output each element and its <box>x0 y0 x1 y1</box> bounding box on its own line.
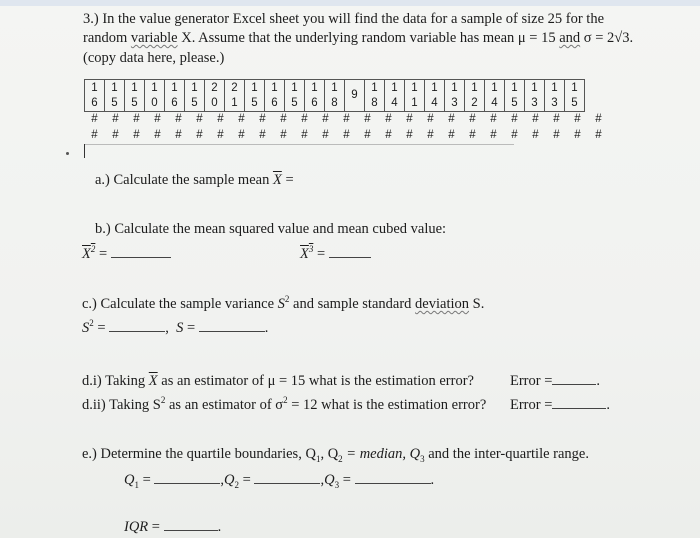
data-cell-digit: 9 <box>351 89 358 101</box>
q3-label: Q <box>324 472 335 488</box>
data-cell-digit-bottom: 5 <box>191 96 198 109</box>
q2-answer-blank[interactable] <box>254 482 320 484</box>
hash-cell[interactable]: # <box>427 129 434 141</box>
deviation-word: deviation <box>415 296 470 312</box>
s2-label: S <box>82 320 90 336</box>
data-cell-digit-top: 1 <box>531 81 538 94</box>
intro-and-word: and <box>559 30 581 46</box>
data-cell-digit-bottom: 5 <box>111 96 118 109</box>
part-d1-xbar: $\overline{X}$ <box>148 373 158 389</box>
hash-cell[interactable]: # <box>448 113 455 125</box>
data-cell-digit-bottom: 4 <box>391 96 398 109</box>
hash-cell[interactable]: # <box>238 129 245 141</box>
iqr-eq: = <box>148 519 160 535</box>
part-e-d: and the inter-quartile range. <box>424 446 589 462</box>
part-c-s: S <box>277 296 285 312</box>
hash-cell[interactable]: # <box>112 113 119 125</box>
hash-cell[interactable]: # <box>385 129 392 141</box>
hash-cell[interactable]: # <box>532 129 539 141</box>
intro-line-3: (copy data here, please.) <box>83 50 225 66</box>
hash-cell[interactable]: # <box>385 113 392 125</box>
intro-variable-word: variable <box>130 30 178 46</box>
part-d2-a: d.ii) Taking S <box>82 397 161 413</box>
data-cell-digit-top: 1 <box>411 81 418 94</box>
hash-cell[interactable]: # <box>259 129 266 141</box>
intro-line2-c: σ = 2√3. <box>580 30 634 46</box>
q2-eq: = <box>239 472 251 488</box>
part-e-sub2: 2 <box>338 453 343 464</box>
hash-cell[interactable]: # <box>133 113 140 125</box>
data-cell-digit-bottom: 6 <box>171 96 178 109</box>
data-cell[interactable] <box>505 80 525 112</box>
data-cell-digit-bottom: 6 <box>271 96 278 109</box>
part-c-s-exp: 2 <box>284 294 290 305</box>
part-e-a: e.) Determine the quartile boundaries, Q <box>82 446 316 462</box>
iqr-label: IQR <box>124 519 149 535</box>
x2-answer-blank[interactable] <box>111 256 171 258</box>
hash-cell[interactable]: # <box>511 113 518 125</box>
hash-cell[interactable]: # <box>469 113 476 125</box>
hash-cell[interactable]: # <box>154 129 161 141</box>
part-d1 <box>82 373 474 390</box>
part-d2-exp: 2 <box>160 395 166 406</box>
part-d2 <box>82 397 486 414</box>
part-c-a: c.) Calculate the sample variance <box>82 296 278 312</box>
intro-line-1: 3.) In the value generator Excel sheet you will find the data for a sample of size 25 for the <box>83 11 605 27</box>
part-e-text <box>82 446 589 463</box>
data-cell-digit-bottom: 6 <box>91 96 98 109</box>
part-b-text: b.) Calculate the mean squared value and mean cubed value: <box>95 221 447 237</box>
part-c-text <box>82 296 484 313</box>
part-e-quartiles: $Q_1 = ,Q_2 = ,Q_3$ = . <box>124 472 435 490</box>
hash-cell[interactable]: # <box>91 129 98 141</box>
s-eq: = <box>183 320 196 336</box>
text-cursor <box>84 144 85 158</box>
s-label: S <box>176 320 184 336</box>
data-cell[interactable] <box>125 80 145 112</box>
hash-cell[interactable]: # <box>343 113 350 125</box>
q3-sub: 3 <box>334 479 340 490</box>
hash-cell[interactable]: # <box>343 129 350 141</box>
data-cell[interactable] <box>185 80 205 112</box>
hash-cell[interactable]: # <box>511 129 518 141</box>
part-d1-error: Error = . <box>510 373 601 389</box>
data-cell-digit-top: 1 <box>331 81 338 94</box>
d1-error-blank[interactable] <box>552 383 596 385</box>
data-cell-digit-top: 2 <box>231 81 238 94</box>
part-d2-exp2: 2 <box>283 395 288 406</box>
data-cell[interactable] <box>425 80 445 112</box>
hash-cell[interactable]: # <box>301 113 308 125</box>
data-cell-digit-top: 1 <box>151 81 158 94</box>
xbar-symbol: $\overline{X}$ <box>272 172 282 188</box>
hash-cell[interactable]: # <box>133 129 140 141</box>
data-cell[interactable] <box>465 80 485 112</box>
hash-cell[interactable]: # <box>175 129 182 141</box>
data-cell[interactable] <box>525 80 545 112</box>
data-cell-digit-top: 1 <box>451 81 458 94</box>
data-cell-digit-bottom: 5 <box>511 96 518 109</box>
data-cell[interactable] <box>265 80 285 112</box>
data-cell[interactable] <box>385 80 405 112</box>
s2-answer-blank[interactable] <box>109 330 165 332</box>
data-cell[interactable] <box>345 80 365 112</box>
data-cell-digit-top: 1 <box>491 81 498 94</box>
data-cell-digit-top: 1 <box>191 81 198 94</box>
data-cell-digit-bottom: 3 <box>531 96 538 109</box>
q2-label: Q <box>224 472 235 488</box>
data-table <box>84 79 585 112</box>
part-e-c: = median, Q <box>342 446 421 462</box>
part-e-sub1: 1 <box>315 453 321 464</box>
data-cell[interactable] <box>85 80 105 112</box>
data-cell-digit-top: 1 <box>311 81 318 94</box>
part-a-text: a.) Calculate the sample mean <box>95 172 273 188</box>
data-cell-digit-bottom: 0 <box>211 96 218 109</box>
data-cell-digit-bottom: 8 <box>331 96 338 109</box>
hash-cell[interactable]: # <box>259 113 266 125</box>
x3-base: X <box>300 246 309 262</box>
hash-cell[interactable]: # <box>406 113 413 125</box>
hash-cell[interactable]: # <box>490 113 497 125</box>
hash-cell[interactable]: # <box>217 129 224 141</box>
hash-cell[interactable]: # <box>175 113 182 125</box>
data-row <box>85 80 585 112</box>
hash-cell[interactable]: # <box>196 113 203 125</box>
part-e-b: , Q <box>320 446 339 462</box>
data-cell-digit-top: 1 <box>471 81 478 94</box>
data-cell-digit-top: 2 <box>211 81 218 94</box>
data-cell-digit-bottom: 0 <box>151 96 158 109</box>
data-cell-digit-bottom: 1 <box>231 96 238 109</box>
hash-cell[interactable]: # <box>427 113 434 125</box>
hash-cell[interactable]: # <box>574 129 581 141</box>
hash-cell[interactable]: # <box>553 129 560 141</box>
top-strip <box>0 0 700 6</box>
part-d1-b: as an estimator of μ = 15 what is the estimation error? <box>157 373 474 389</box>
data-cell-digit-top: 1 <box>111 81 118 94</box>
hash-cell[interactable]: # <box>280 129 287 141</box>
q1-eq: = <box>138 472 151 488</box>
x3-eq: = <box>313 246 326 262</box>
part-a-eq: = <box>281 172 294 188</box>
hash-cell[interactable]: # <box>217 113 224 125</box>
q1-answer-blank[interactable] <box>154 482 220 484</box>
data-cell-digit-top: 1 <box>131 81 138 94</box>
data-cell-digit-bottom: 5 <box>571 96 578 109</box>
iqr-answer-blank[interactable] <box>164 529 218 531</box>
part-d2-error: Error = . <box>510 397 611 413</box>
data-cell-digit-top: 1 <box>271 81 278 94</box>
hash-cell[interactable]: # <box>364 129 371 141</box>
part-b-x2 <box>82 246 171 263</box>
data-cell[interactable] <box>285 80 305 112</box>
data-cell-digit-top: 1 <box>391 81 398 94</box>
data-cell-digit-bottom: 5 <box>131 96 138 109</box>
data-cell-digit-top: 1 <box>511 81 518 94</box>
hash-cell[interactable]: # <box>406 129 413 141</box>
data-cell[interactable] <box>565 80 585 112</box>
x2-eq: = <box>95 246 108 262</box>
hash-cell[interactable]: # <box>238 113 245 125</box>
data-cell[interactable] <box>105 80 125 112</box>
hash-row-1 <box>84 113 609 125</box>
hash-cell[interactable]: # <box>595 129 602 141</box>
hash-cell[interactable]: # <box>91 113 98 125</box>
q3-answer-blank[interactable] <box>355 482 431 484</box>
data-cell[interactable] <box>365 80 385 112</box>
data-cell-digit-top: 1 <box>551 81 558 94</box>
hash-cell[interactable]: # <box>364 113 371 125</box>
data-cell-digit-bottom: 3 <box>451 96 458 109</box>
data-cell[interactable] <box>225 80 245 112</box>
data-cell-digit-bottom: 5 <box>251 96 258 109</box>
data-cell[interactable] <box>445 80 465 112</box>
part-d1-error-label: Error = <box>510 373 553 389</box>
data-cell[interactable] <box>405 80 425 112</box>
x2-exp: 2 <box>90 244 96 255</box>
hash-cell[interactable]: # <box>112 129 119 141</box>
hash-cell[interactable]: # <box>196 129 203 141</box>
q3-eq: = <box>339 472 351 488</box>
part-d2-b: as an estimator of σ <box>165 397 284 413</box>
hash-cell[interactable]: # <box>490 129 497 141</box>
data-cell[interactable] <box>485 80 505 112</box>
hash-cell[interactable]: # <box>322 129 329 141</box>
part-e-iqr: IQR = . <box>124 519 222 535</box>
data-cell-digit-bottom: 4 <box>431 96 438 109</box>
data-cell-digit-bottom: 2 <box>471 96 478 109</box>
hash-cell[interactable]: # <box>448 129 455 141</box>
part-d2-c: = 12 what is the estimation error? <box>287 397 487 413</box>
data-cell[interactable] <box>245 80 265 112</box>
intro-line-2 <box>83 30 633 47</box>
hash-cell[interactable]: # <box>553 113 560 125</box>
x3-label <box>300 246 313 262</box>
hash-cell[interactable]: # <box>322 113 329 125</box>
part-d1-a: d.i) Taking <box>82 373 149 389</box>
data-cell-digit-bottom: 6 <box>311 96 318 109</box>
s-answer-blank[interactable] <box>199 330 265 332</box>
data-cell-digit-bottom: 8 <box>371 96 378 109</box>
data-cell-digit-top: 1 <box>251 81 258 94</box>
x2-base: X <box>82 246 91 262</box>
x3-exp: 3 <box>308 244 314 255</box>
hash-cell[interactable]: # <box>574 113 581 125</box>
q1-label: Q <box>124 472 135 488</box>
data-cell[interactable] <box>305 80 325 112</box>
data-cell[interactable] <box>205 80 225 112</box>
x2-label <box>82 246 95 262</box>
intro-line2-b: X. Assume that the underlying random variable has mean μ = 15 <box>177 30 560 46</box>
hash-cell[interactable]: # <box>301 129 308 141</box>
hash-cell[interactable]: # <box>280 113 287 125</box>
hash-cell[interactable]: # <box>532 113 539 125</box>
part-a <box>95 172 294 189</box>
hash-row-2 <box>84 129 609 141</box>
data-cell-digit-bottom: 5 <box>291 96 298 109</box>
data-cell-digit-top: 1 <box>371 81 378 94</box>
part-c-b: and sample standard <box>289 296 416 312</box>
part-d2-error-label: Error = <box>510 397 553 413</box>
data-cell[interactable] <box>325 80 345 112</box>
data-cell-digit-top: 1 <box>291 81 298 94</box>
data-cell-digit-bottom: 1 <box>411 96 418 109</box>
hash-cell[interactable]: # <box>154 113 161 125</box>
data-cell[interactable] <box>545 80 565 112</box>
q1-sub: 1 <box>134 479 139 490</box>
data-cell[interactable] <box>145 80 165 112</box>
data-cell-digit-top: 1 <box>91 81 98 94</box>
data-cell[interactable] <box>165 80 185 112</box>
s2-label-exp: 2 <box>89 318 94 329</box>
part-b-x3 <box>300 246 371 263</box>
part-c-c: S. <box>469 296 485 312</box>
d2-error-blank[interactable] <box>552 407 606 409</box>
data-cell-digit-top: 1 <box>171 81 178 94</box>
s2-eq: = <box>93 320 106 336</box>
data-cell-digit-bottom: 4 <box>491 96 498 109</box>
bullet-dot <box>66 152 69 155</box>
x3-answer-blank[interactable] <box>329 256 371 258</box>
data-cell-digit-top: 1 <box>431 81 438 94</box>
data-cell-digit-bottom: 3 <box>551 96 558 109</box>
data-cell-digit-top: 1 <box>571 81 578 94</box>
q2-sub: 2 <box>234 479 240 490</box>
part-e-sub3: 3 <box>420 453 425 464</box>
hash-cell[interactable]: # <box>469 129 476 141</box>
intro-line2-a: random <box>83 30 131 46</box>
hash-cell[interactable]: # <box>595 113 602 125</box>
cell-separator-line <box>84 144 514 145</box>
part-c-answers: $S^2$ = , S = . <box>82 318 269 336</box>
